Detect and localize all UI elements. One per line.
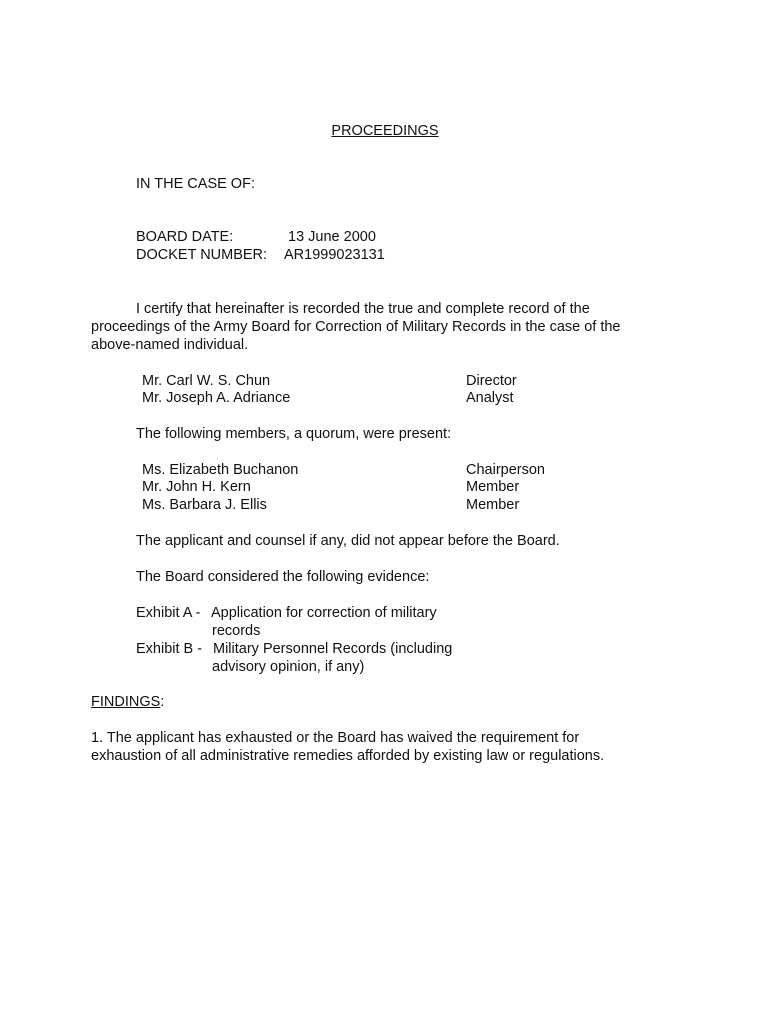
quorum-statement: The following members, a quorum, were present: [136,426,452,442]
findings-colon: : [160,694,165,710]
staff-name: Mr. Joseph A. Adriance [142,390,291,406]
member-name: Ms. Barbara J. Ellis [142,497,267,513]
member-name: Mr. John H. Kern [142,479,251,495]
docket-number-value: AR1999023131 [284,247,385,263]
staff-name: Mr. Carl W. S. Chun [142,373,271,389]
board-date-label: BOARD DATE: [136,229,234,245]
member-role: Chairperson [466,462,545,478]
member-role: Member [466,479,520,495]
finding-1-line-1: 1. The applicant has exhausted or the Board has waived the requirement for [91,730,580,746]
certify-line-3: above-named individual. [91,337,249,353]
staff-role: Analyst [466,390,514,406]
exhibit-description-cont: records [212,623,261,639]
member-role: Member [466,497,520,513]
staff-role: Director [466,373,517,389]
findings-heading [91,693,164,711]
board-date-value: 13 June 2000 [288,229,376,245]
exhibit-description-cont: advisory opinion, if any) [212,659,365,675]
finding-1-line-2: exhaustion of all administrative remedies afforded by existing law or regulations. [91,748,605,764]
exhibit-description: Application for correction of military [211,605,437,621]
findings-label: FINDINGS [91,694,161,710]
exhibit-label: Exhibit B - [136,641,203,657]
certify-line-2: proceedings of the Army Board for Correction of Military Records in the case of the [91,319,621,335]
appearance-statement: The applicant and counsel if any, did not appear before the Board. [136,533,560,549]
certify-line-1: I certify that hereinafter is recorded the true and complete record of the [136,301,590,317]
case-of-label: IN THE CASE OF: [136,176,255,192]
exhibit-label: Exhibit A - [136,605,201,621]
exhibit-description: Military Personnel Records (including [213,641,453,657]
document-title: PROCEEDINGS [331,123,439,139]
docket-number-label: DOCKET NUMBER: [136,247,268,263]
evidence-statement: The Board considered the following evidence: [136,569,430,585]
member-name: Ms. Elizabeth Buchanon [142,462,299,478]
